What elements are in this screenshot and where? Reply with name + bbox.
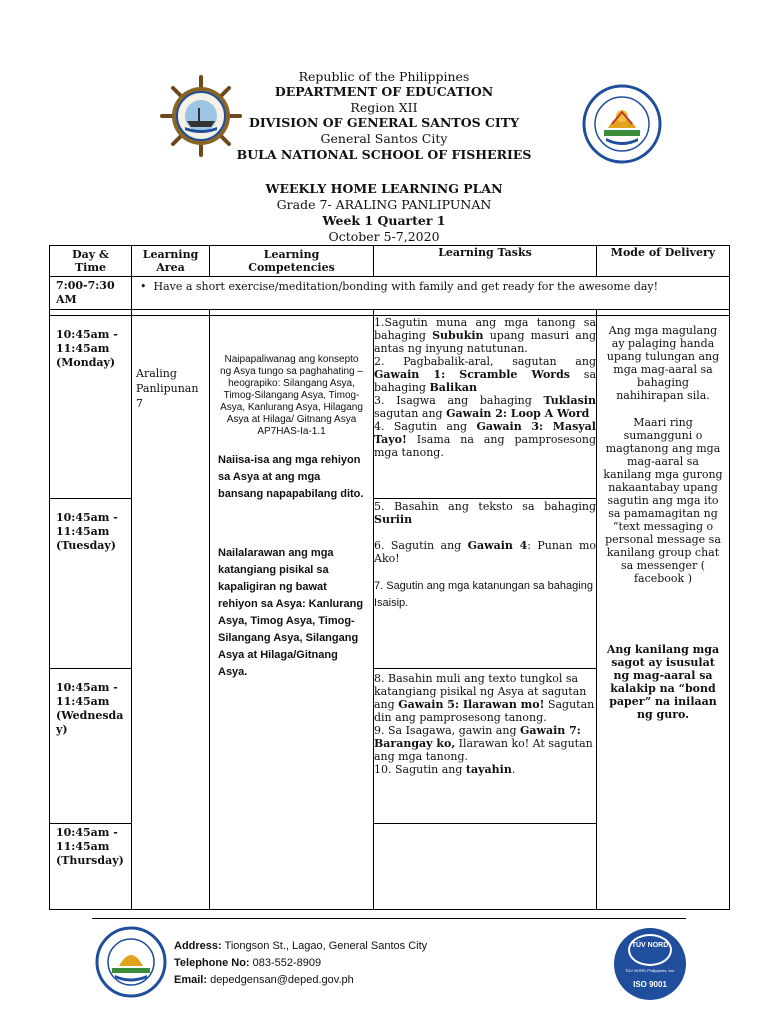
routine-activity bbox=[132, 277, 730, 310]
day-monday: 10:45am - 11:45am (Monday) bbox=[50, 316, 132, 499]
day-wednesday: 10:45am - 11:45am (Wednesday) bbox=[50, 669, 132, 824]
delivery-2: Maari ring sumangguni o magtanong ang mga mag-aaral sa kanilang mga gurong nakaantabay upang sagutin ang mga ito sa pamamagitan ng “text messaging o personal message sa kanilang group chat sa messenger ( facebook ) bbox=[603, 416, 723, 585]
learning-plan-table bbox=[49, 245, 730, 910]
bullet-icon: • bbox=[140, 280, 154, 293]
competencies-cell bbox=[210, 316, 374, 910]
task-8: 8. Basahin muli ang texto tungkol sa katangiang pisikal ng Asya at sagutan ang Gawain 5: Ilarawan mo! Sagutan din ang pamprosesong tanong. bbox=[374, 672, 595, 724]
competency-1: Naipapaliwanag ang konsepto ng Asya tungo sa paghahating – heograpiko: Silangang Asya, Timog-Silangang Asya, Timog-Asya, Kanlurang Asya, Hilagang Asya at Hilaga/ Gitnang Asya AP7HAS-Ia-1.1 bbox=[220, 354, 363, 437]
republic-line: Republic of the Philippines bbox=[298, 69, 470, 84]
task-2: 2. Pagbabalik-aral, sagutan ang Gawain 1: Scramble Words sa bahaging Balikan bbox=[374, 355, 596, 394]
header-learning-area: Learning Area bbox=[132, 246, 210, 277]
routine-activity-text: Have a short exercise/meditation/bonding with family and get ready for the awesome day! bbox=[153, 280, 659, 293]
task-4: 4. Sagutin ang Gawain 3: Masyal Tayo! Isama na ang pamprosesong mga tanong. bbox=[374, 420, 596, 459]
delivery-1: Ang mga magulang ay palaging handa upang tulungan ang mga mag-aaral sa bahaging nahihirapan sila. bbox=[606, 324, 720, 402]
school-name: BULA NATIONAL SCHOOL OF FISHERIES bbox=[236, 147, 532, 162]
footer-divider bbox=[92, 918, 686, 919]
task-1: 1.Sagutin muna ang mga tanong sa bahaging Subukin upang masuri ang antas ng inyung natutunan. bbox=[374, 316, 596, 355]
tasks-thursday bbox=[374, 824, 597, 910]
footer-phone: Telephone No: 083-552-8909 bbox=[174, 957, 322, 969]
footer-contact bbox=[174, 938, 427, 989]
task-10: 10. Sagutin ang tayahin. bbox=[374, 763, 516, 776]
header-delivery: Mode of Delivery bbox=[597, 246, 730, 277]
footer-address: Address: Tiongson St., Lagao, General Santos City bbox=[174, 940, 428, 952]
competency-3: Nailalarawan ang mga katangiang pisikal sa kapaligiran ng bawat rehiyon sa Asya: Kanlurang Asya, Timog Asya, Timog-Silangang Asya, Silangang Asya at Hilaga/Gitnang Asya. bbox=[218, 547, 364, 678]
day-tuesday: 10:45am - 11:45am (Tuesday) bbox=[50, 499, 132, 669]
delivery-3: Ang kanilang mga sagot ay isusulat ng mag-aaral sa kalakip na “bond paper” na inilaan ng guro. bbox=[606, 643, 720, 721]
routine-time: 7:00-7:30 AM bbox=[50, 277, 132, 310]
plan-title: WEEKLY HOME LEARNING PLAN bbox=[265, 181, 503, 196]
tasks-tuesday bbox=[374, 499, 597, 669]
delivery-cell bbox=[597, 316, 730, 910]
plan-dates: October 5-7,2020 bbox=[328, 229, 440, 244]
task-7: 7. Sagutin ang mga katanungan sa bahaging Isaisip. bbox=[374, 580, 593, 609]
division-line: DIVISION OF GENERAL SANTOS CITY bbox=[248, 115, 519, 130]
plan-week: Week 1 Quarter 1 bbox=[322, 213, 446, 228]
table-row-routine bbox=[50, 277, 730, 310]
task-5: 5. Basahin ang teksto sa bahaging Suriin bbox=[374, 500, 596, 526]
table-row-monday bbox=[50, 316, 730, 499]
header-tasks: Learning Tasks bbox=[374, 246, 597, 277]
task-3: 3. Isagwa ang bahaging Tuklasin sagutan ang Gawain 2: Loop A Word bbox=[374, 394, 596, 420]
header-day-time: Day & Time bbox=[50, 246, 132, 277]
department-line: DEPARTMENT OF EDUCATION bbox=[274, 84, 494, 99]
header-competencies: Learning Competencies bbox=[210, 246, 374, 277]
cert-brand: TÜV NORD bbox=[631, 942, 669, 949]
region-line: Region XII bbox=[350, 100, 418, 115]
city-line: General Santos City bbox=[320, 131, 448, 146]
footer-division-seal-logo bbox=[92, 926, 170, 998]
learning-area-cell bbox=[132, 316, 210, 910]
tasks-monday bbox=[374, 316, 597, 499]
competency-2: Naiisa-isa ang mga rehiyon sa Asya at ang mga bansang napapabilang dito. bbox=[218, 454, 364, 500]
day-thursday: 10:45am - 11:45am (Thursday) bbox=[50, 824, 132, 910]
learning-area-text: Araling Panlipunan 7 bbox=[136, 367, 199, 410]
cert-small: TÜV NORD Philippines, Inc. bbox=[624, 968, 675, 973]
table-header-row bbox=[50, 246, 730, 277]
task-6: 6. Sagutin ang Gawain 4: Punan mo Ako! bbox=[374, 539, 596, 565]
tuv-logo-icon bbox=[628, 934, 672, 966]
cert-iso: ISO 9001 bbox=[633, 980, 667, 989]
task-9: 9. Sa Isagawa, gawin ang Gawain 7: Barangay ko, Ilarawan ko! At sagutan ang mga tanong. bbox=[374, 724, 593, 763]
plan-grade: Grade 7- ARALING PANLIPUNAN bbox=[276, 197, 492, 212]
tasks-wednesday bbox=[374, 669, 597, 824]
footer-email: Email: depedgensan@deped.gov.ph bbox=[174, 974, 354, 986]
iso-cert-badge bbox=[614, 928, 686, 1000]
